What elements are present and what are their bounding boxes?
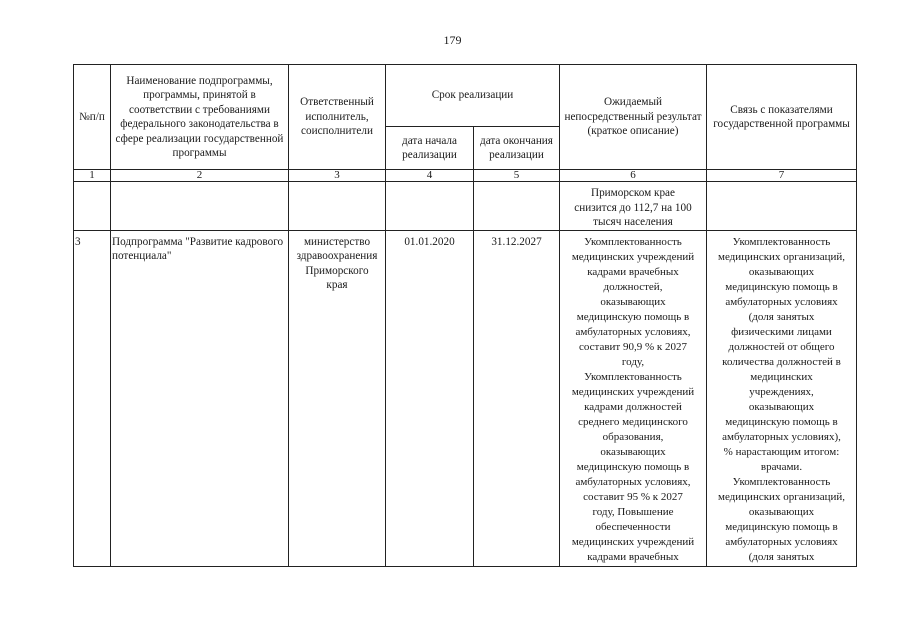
- program-table: [73, 64, 857, 567]
- cell-indicators: Укомплектованность медицинских организаций, оказывающих медицинскую помощь в амбулаторных условиях (доля занятых физическими лицами должностей от общего количества должностей в медицинских учреждениях, оказывающих медицинскую помощь в амбулаторных условиях), % нарастающим итогом: врачами. Укомплектованность медицинских организаций, оказывающих медицинскую помощь в амбулаторных условиях (доля занятых: [707, 230, 857, 566]
- header-row: [74, 65, 857, 127]
- page-number: 179: [443, 33, 462, 47]
- cell-empty: [74, 182, 111, 231]
- column-number: 2: [111, 170, 289, 182]
- column-number: 7: [707, 170, 857, 182]
- header-indicators: Связь с показателями государственной программы: [707, 65, 857, 170]
- column-number: 4: [386, 170, 474, 182]
- cell-empty: [474, 182, 560, 231]
- header-number: №п/п: [74, 65, 111, 170]
- table-row: [74, 182, 857, 231]
- cell-executor: министерство здравоохранения Приморского края: [289, 230, 386, 566]
- cell-empty: [707, 182, 857, 231]
- column-number: 6: [560, 170, 707, 182]
- column-number: 1: [74, 170, 111, 182]
- cell-end-date: 31.12.2027: [474, 230, 560, 566]
- cell-subprogram-name: Подпрограмма "Развитие кадрового потенциала": [111, 230, 289, 566]
- table-row: [74, 230, 857, 566]
- header-executor: Ответственный исполнитель, соисполнители: [289, 65, 386, 170]
- cell-start-date: 01.01.2020: [386, 230, 474, 566]
- header-start-date: дата начала реализации: [386, 127, 474, 170]
- cell-empty: [386, 182, 474, 231]
- header-implementation-period: Срок реализации: [386, 65, 560, 127]
- cell-row-number: 3: [74, 230, 111, 566]
- column-number-row: [74, 170, 857, 182]
- column-number: 5: [474, 170, 560, 182]
- column-number: 3: [289, 170, 386, 182]
- header-subprogram-name: Наименование подпрограммы, программы, принятой в соответствии с требованиями федерального законодательства в сфере реализации государственной программы: [111, 65, 289, 170]
- cell-expected-result: Укомплектованность медицинских учреждений кадрами врачебных должностей, оказывающих медицинскую помощь в амбулаторных условиях, составит 90,9 % к 2027 году, Укомплектованность медицинских учреждений кадрами должностей среднего медицинского образования, оказывающих медицинскую помощь в амбулаторных условиях, составит 95 % к 2027 году, Повышение обеспеченности медицинских учреждений кадрами врачебных: [560, 230, 707, 566]
- header-expected-result: Ожидаемый непосредственный результат (краткое описание): [560, 65, 707, 170]
- cell-empty: [289, 182, 386, 231]
- header-end-date: дата окончания реализации: [474, 127, 560, 170]
- cell-empty: [111, 182, 289, 231]
- cell-continuation-result: Приморском крае снизится до 112,7 на 100 тысяч населения: [560, 182, 707, 231]
